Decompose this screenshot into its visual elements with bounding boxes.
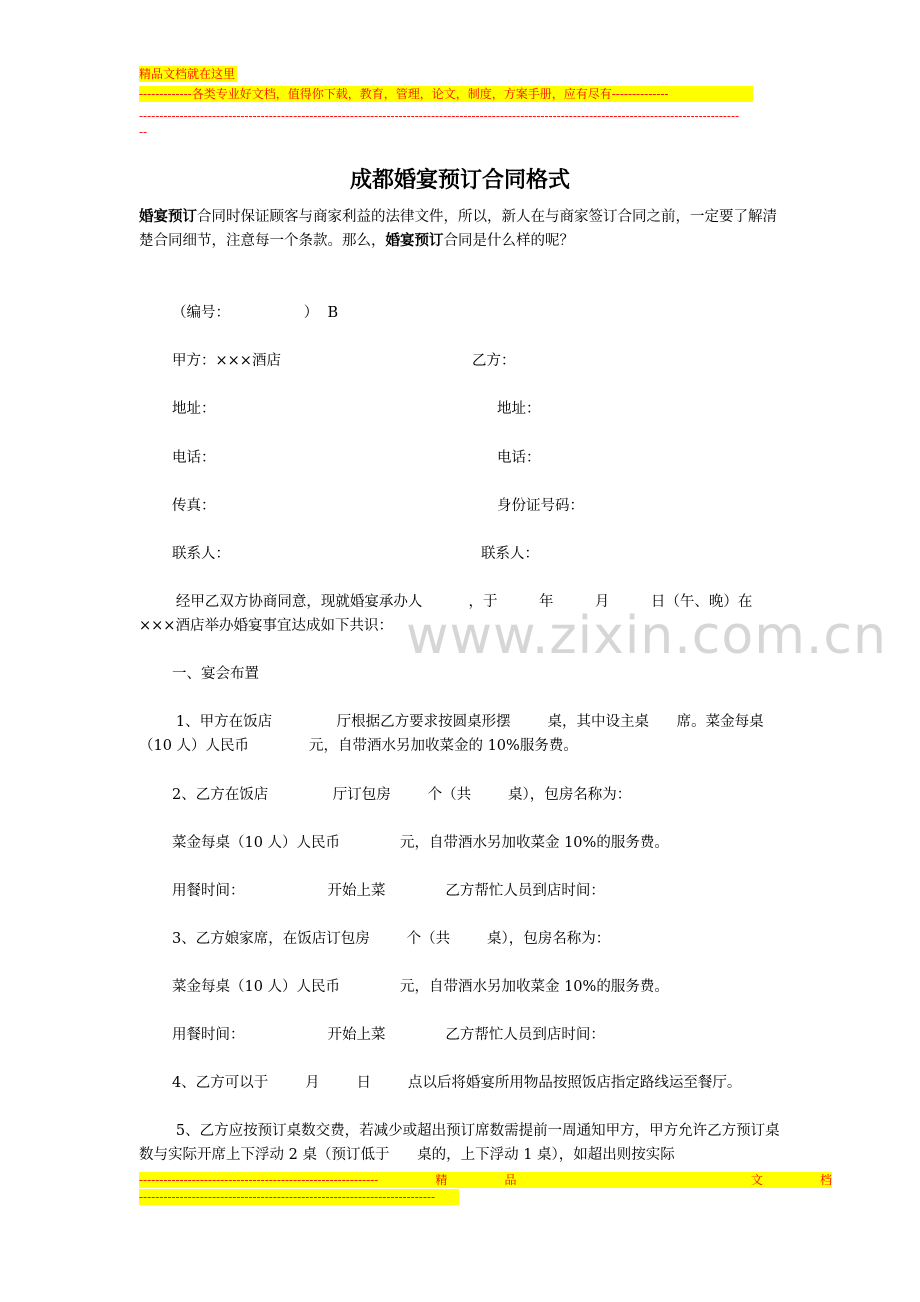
footer-dashes: ----------------------------------------------------------- bbox=[139, 1173, 379, 1187]
contract-number: （编号： ） B bbox=[172, 305, 339, 321]
header-dashes-tail: -- bbox=[139, 125, 148, 139]
header-dashes: ---------------------------------------------------------------------------------------------------------------------------------------------------- bbox=[139, 109, 740, 123]
clause-2: 2、乙方在饭店 厅订包房 个（共 桌），包房名称为： bbox=[172, 787, 632, 803]
footer-word-3: 文 bbox=[750, 1173, 763, 1187]
intro-bold-term: 婚宴预订 bbox=[139, 209, 197, 225]
section-heading-banquet-setup: 一、宴会布置 bbox=[172, 666, 259, 682]
footer-word-2: 品 bbox=[504, 1173, 517, 1187]
clause-5: 5、乙方应按预订桌数交费，若减少或超出预订席数需提前一周通知甲方，甲方允许乙方预订桌数与实际开席上下浮动 2 桌（预订低于 桌的，上下浮动 1 桌），如超出则按实际 bbox=[139, 1123, 780, 1163]
header-banner-title: 精品文档就在这里 bbox=[139, 67, 236, 81]
phone-b: 电话： bbox=[497, 450, 541, 466]
header-banner-slogan: -------------各类专业好文档，值得你下载，教育，管理，论文，制度，方案手册，应有尽有-------------- bbox=[139, 86, 753, 102]
clause-1: 1、甲方在饭店 厅根据乙方要求按圆桌形摆 桌，其中设主桌 席。菜金每桌（10 人）人民币 元，自带酒水另加收菜金的 10%服务费。 bbox=[139, 714, 764, 754]
footer-dashes-line: ------------------------------------------------------------------------- bbox=[139, 1189, 459, 1205]
clause-3-time: 用餐时间： 开始上菜 乙方帮忙人员到店时间： bbox=[172, 1027, 605, 1043]
clause-2-time: 用餐时间： 开始上菜 乙方帮忙人员到店时间： bbox=[172, 883, 605, 899]
address-b: 地址： bbox=[497, 401, 541, 417]
intro-bold-term-2: 婚宴预订 bbox=[385, 233, 444, 249]
footer-word-4: 档 bbox=[819, 1173, 832, 1187]
fax-a: 传真： bbox=[172, 498, 216, 514]
footer-word-1: 精 bbox=[435, 1173, 448, 1187]
intro-text: 合同时保证顾客与商家利益的法律文件，所以，新人在与商家签订合同之前，一定要了解清楚合同细节，注意每一个条款。那么， bbox=[139, 209, 777, 249]
clause-4: 4、乙方可以于 月 日 点以后将婚宴所用物品按照饭店指定路线运至餐厅。 bbox=[172, 1075, 742, 1091]
footer-banner bbox=[139, 1172, 832, 1188]
clause-2-fee: 菜金每桌（10 人）人民币 元，自带酒水另加收菜金 10%的服务费。 bbox=[172, 835, 669, 851]
address-a: 地址： bbox=[172, 401, 216, 417]
document-title: 成都婚宴预订合同格式 bbox=[349, 168, 570, 193]
party-a: 甲方：×××酒店 bbox=[172, 353, 281, 369]
intro-paragraph bbox=[139, 205, 785, 253]
id-number-b: 身份证号码： bbox=[497, 498, 584, 514]
contact-a: 联系人： bbox=[172, 546, 230, 562]
watermark: www.zixin.com.cn bbox=[406, 606, 887, 666]
clause-3-fee: 菜金每桌（10 人）人民币 元，自带酒水另加收菜金 10%的服务费。 bbox=[172, 979, 669, 995]
intro-text-2: 合同是什么样的呢？ bbox=[443, 233, 574, 249]
clause-3: 3、乙方娘家席，在饭店订包房 个（共 桌），包房名称为： bbox=[172, 931, 611, 947]
phone-a: 电话： bbox=[172, 450, 216, 466]
agreement-paragraph: 经甲乙双方协商同意，现就婚宴承办人 ，于 年 月 日（午、晚）在×××酒店举办婚宴事宜达成如下共识： bbox=[139, 594, 753, 634]
contact-b: 联系人： bbox=[481, 546, 539, 562]
party-b: 乙方： bbox=[472, 353, 516, 369]
